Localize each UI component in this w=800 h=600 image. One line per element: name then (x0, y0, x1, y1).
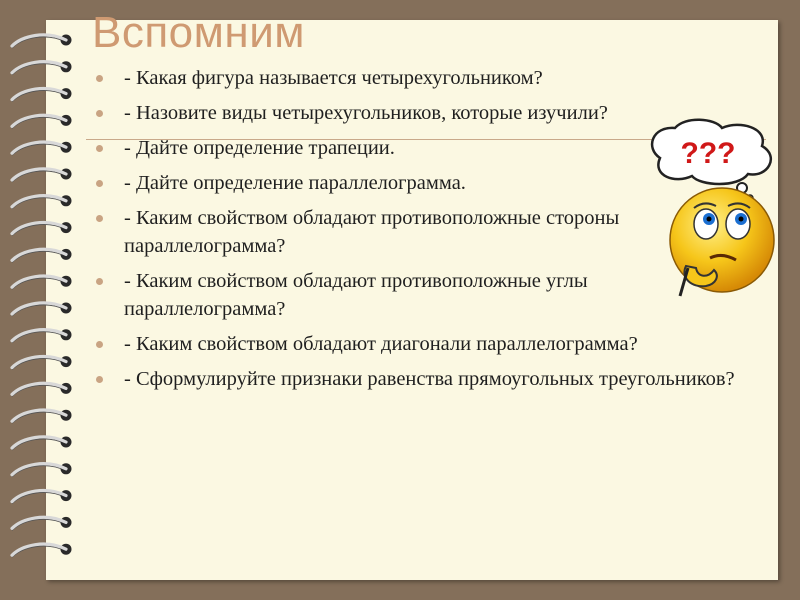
slide-title: Вспомним (92, 8, 306, 57)
list-item (94, 330, 644, 358)
spiral-ring-icon (12, 329, 72, 343)
spiral-ring-icon (12, 517, 72, 531)
spiral-ring-icon (12, 142, 72, 156)
bullet-dot-icon (96, 145, 103, 152)
list-item (94, 365, 764, 393)
spiral-binding-icon (0, 0, 100, 600)
spiral-ring-icon (12, 544, 72, 558)
spiral-ring-icon (12, 303, 72, 317)
bubble-text: ??? (680, 137, 736, 170)
spiral-ring-icon (12, 249, 72, 263)
spiral-ring-icon (12, 276, 72, 290)
list-item (94, 267, 734, 323)
bullet-text: - Сформулируйте признаки равенства прямоугольных треугольников? (124, 368, 735, 390)
list-item (94, 64, 774, 92)
bullet-dot-icon (96, 75, 103, 82)
bullet-text: - Каким свойством обладают диагонали параллелограмма? (124, 333, 638, 355)
bullet-dot-icon (96, 110, 103, 117)
bullet-text: - Каким свойством обладают противоположные углы параллелограмма? (124, 270, 588, 320)
bullet-text: - Дайте определение параллелограмма. (124, 172, 466, 194)
spiral-ring-icon (12, 410, 72, 424)
bullet-dot-icon (96, 376, 103, 383)
list-item (94, 204, 664, 260)
bullet-text: - Назовите виды четырехугольников, которые изучили? (124, 102, 608, 124)
spiral-ring-icon (12, 463, 72, 477)
spiral-ring-icon (12, 88, 72, 102)
spiral-ring-icon (12, 195, 72, 209)
spiral-ring-icon (12, 115, 72, 128)
spiral-ring-icon (12, 383, 72, 397)
spiral-ring-icon (12, 356, 72, 370)
bullet-text: - Какая фигура называется четырехугольником? (124, 67, 543, 89)
spiral-ring-icon (12, 437, 72, 451)
bullet-dot-icon (96, 278, 103, 285)
thinking-smiley-icon (640, 118, 790, 298)
spiral-ring-icon (12, 61, 72, 75)
bullet-dot-icon (96, 215, 103, 222)
bullet-text: - Дайте определение трапеции. (124, 137, 395, 159)
bullet-dot-icon (96, 341, 103, 348)
bullet-text: - Каким свойством обладают противоположные стороны параллелограмма? (124, 207, 620, 257)
spiral-ring-icon (12, 222, 72, 236)
spiral-ring-icon (12, 490, 72, 504)
bullet-dot-icon (96, 180, 103, 187)
spiral-ring-icon (12, 169, 72, 183)
spiral-ring-icon (12, 35, 72, 49)
